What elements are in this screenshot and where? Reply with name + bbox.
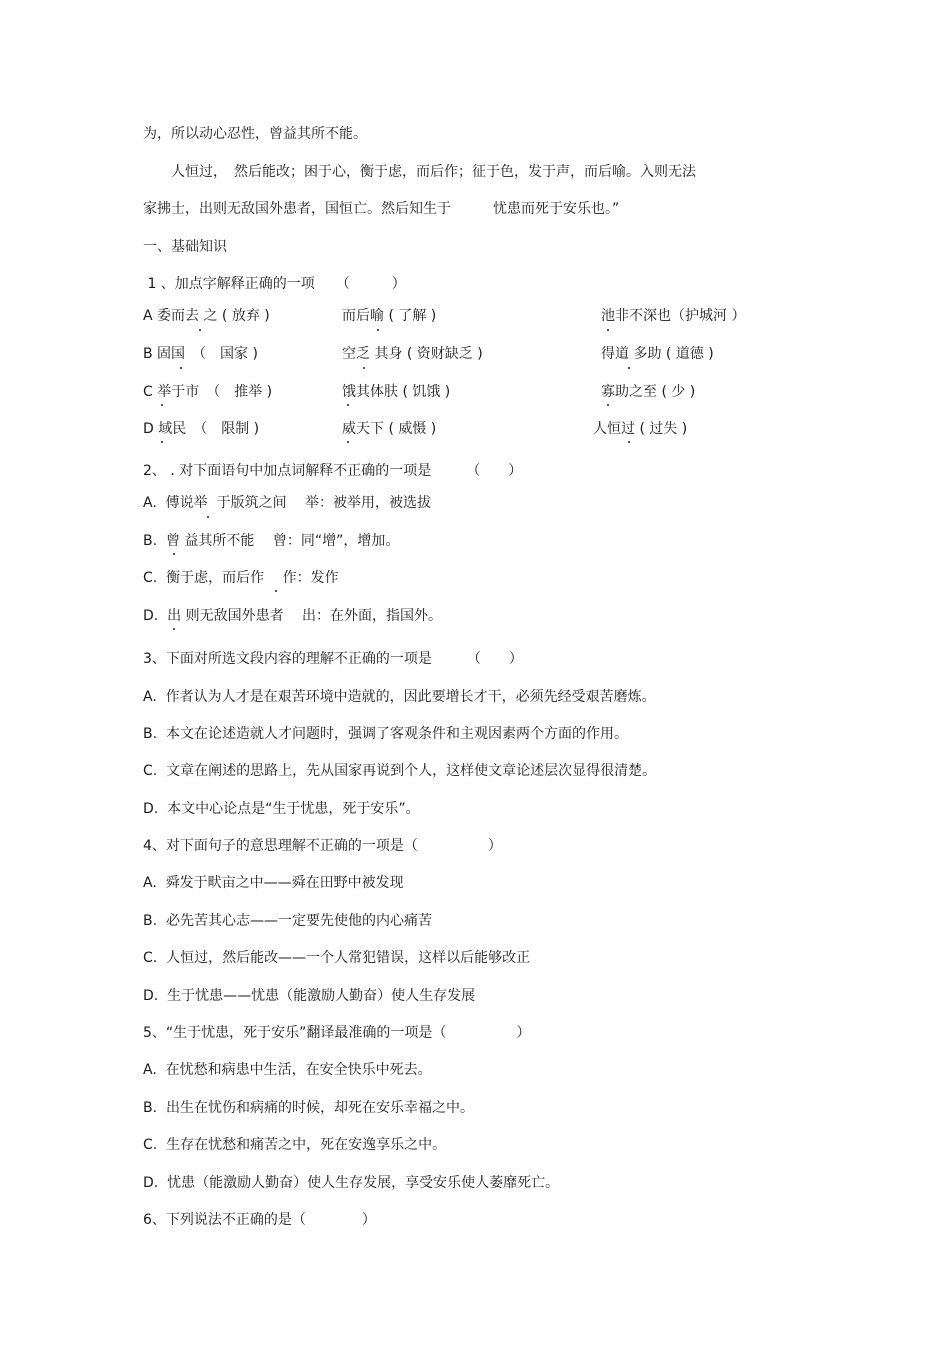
section-title: 一、基础知识 [143,239,227,255]
q1-option-a-3: 池非不深也（护城河 ） [601,308,746,324]
passage-line-2: 人恒过， 然后能改；困于心，衡于虑，而后作；征于色，发于声，而后喻。入则无法 [143,164,696,180]
q3-option-b: B. 本文在论述造就人才问题时，强调了客观条件和主观因素两个方面的作用。 [143,726,628,742]
q3-option-a: A. 作者认为人才是在艰苦环境中造就的，因此要增长才干，必须先经受艰苦磨炼。 [143,689,656,705]
q2-option-b: B. 曾 益其所不能 曾：同“增”，增加。 [143,533,400,549]
emphasis-dot [275,590,277,592]
emphasis-dot [347,404,349,406]
q5-option-c: C. 生存在忧愁和痛苦之中，死在安逸享乐之中。 [143,1137,447,1153]
emphasis-dot [628,367,630,369]
question-3-stem: 3、下面对所选文段内容的理解不正确的一项是 （ ） [143,651,523,667]
emphasis-dot [161,404,163,406]
emphasis-dot [180,367,182,369]
q1-option-d-2: 威天下 ( 威慑 ) [342,421,437,437]
q1-option-b-3: 得道 多助 ( 道德 ) [601,346,714,362]
emphasis-dot [207,516,209,518]
q5-option-d: D. 忧患（能激励人勤奋）使人生存发展，享受安乐使人萎靡死亡。 [143,1175,560,1191]
emphasis-dot [377,329,379,331]
q1-option-b-2: 空乏 其身 ( 资财缺乏 ) [342,346,483,362]
q2-option-c: C. 衡于虑，而后作 作：发作 [143,570,339,586]
q2-option-d: D. 出 则无敌国外患者 出：在外面，指国外。 [143,608,443,624]
q3-option-c: C. 文章在阐述的思路上，先从国家再说到个人，这样使文章论述层次显得很清楚。 [143,763,657,779]
question-1-stem: 1 、加点字解释正确的一项 （ ） [143,276,406,292]
emphasis-dot [363,367,365,369]
q3-option-d: D. 本文中心论点是“生于忧患，死于安乐”。 [143,801,420,817]
q4-option-d: D. 生于忧患——忧患（能激励人勤奋）使人生存发展 [143,988,476,1004]
q1-option-d-1: D 域民 （ 限制 ) [143,421,260,437]
question-5-stem: 5、“生于忧患，死于安乐”翻译最准确的一项是（ ） [143,1025,531,1041]
q4-option-c: C. 人恒过，然后能改——一个人常犯错误，这样以后能够改正 [143,950,531,966]
q1-option-c-3: 寡助之至 ( 少 ) [601,384,696,400]
question-2-stem: 2、 . 对下面语句中加点词解释不正确的一项是 （ ） [143,463,523,479]
q5-option-a: A. 在忧愁和病患中生活，在安全快乐中死去。 [143,1062,432,1078]
emphasis-dot [607,329,609,331]
q1-option-c-1: C 举于市 （ 推举 ) [143,384,273,400]
emphasis-dot [607,404,609,406]
emphasis-dot [199,329,201,331]
q4-option-b: B. 必先苦其心志——一定要先使他的内心痛苦 [143,913,432,929]
emphasis-dot [173,628,175,630]
passage-line-3: 家拂士，出则无敌国外患者，国恒亡。然后知生于 忧患而死于安乐也。” [143,201,620,217]
emphasis-dot [161,441,163,443]
q1-option-a-2: 而后喻 ( 了解 ) [342,308,437,324]
q4-option-a: A. 舜发于畎亩之中——舜在田野中被发现 [143,875,404,891]
q1-option-d-3: 人恒过 ( 过失 ) [593,421,688,437]
q1-option-a-1: A 委而去 之 ( 放弃 ) [143,308,270,324]
emphasis-dot [347,441,349,443]
q5-option-b: B. 出生在忧伤和病痛的时候，却死在安乐幸福之中。 [143,1100,474,1116]
question-6-stem: 6、下列说法不正确的是（ ） [143,1212,376,1228]
question-4-stem: 4、对下面句子的意思理解不正确的一项是（ ） [143,838,502,854]
emphasis-dot [173,553,175,555]
q1-option-b-1: B 固国 （ 国家 ) [143,346,258,362]
q2-option-a: A. 傅说举 于版筑之间 举：被举用，被选拔 [143,495,432,511]
passage-line-1: 为，所以动心忍性，曾益其所不能。 [143,126,367,142]
emphasis-dot [628,441,630,443]
q1-option-c-2: 饿其体肤 ( 饥饿 ) [342,384,451,400]
